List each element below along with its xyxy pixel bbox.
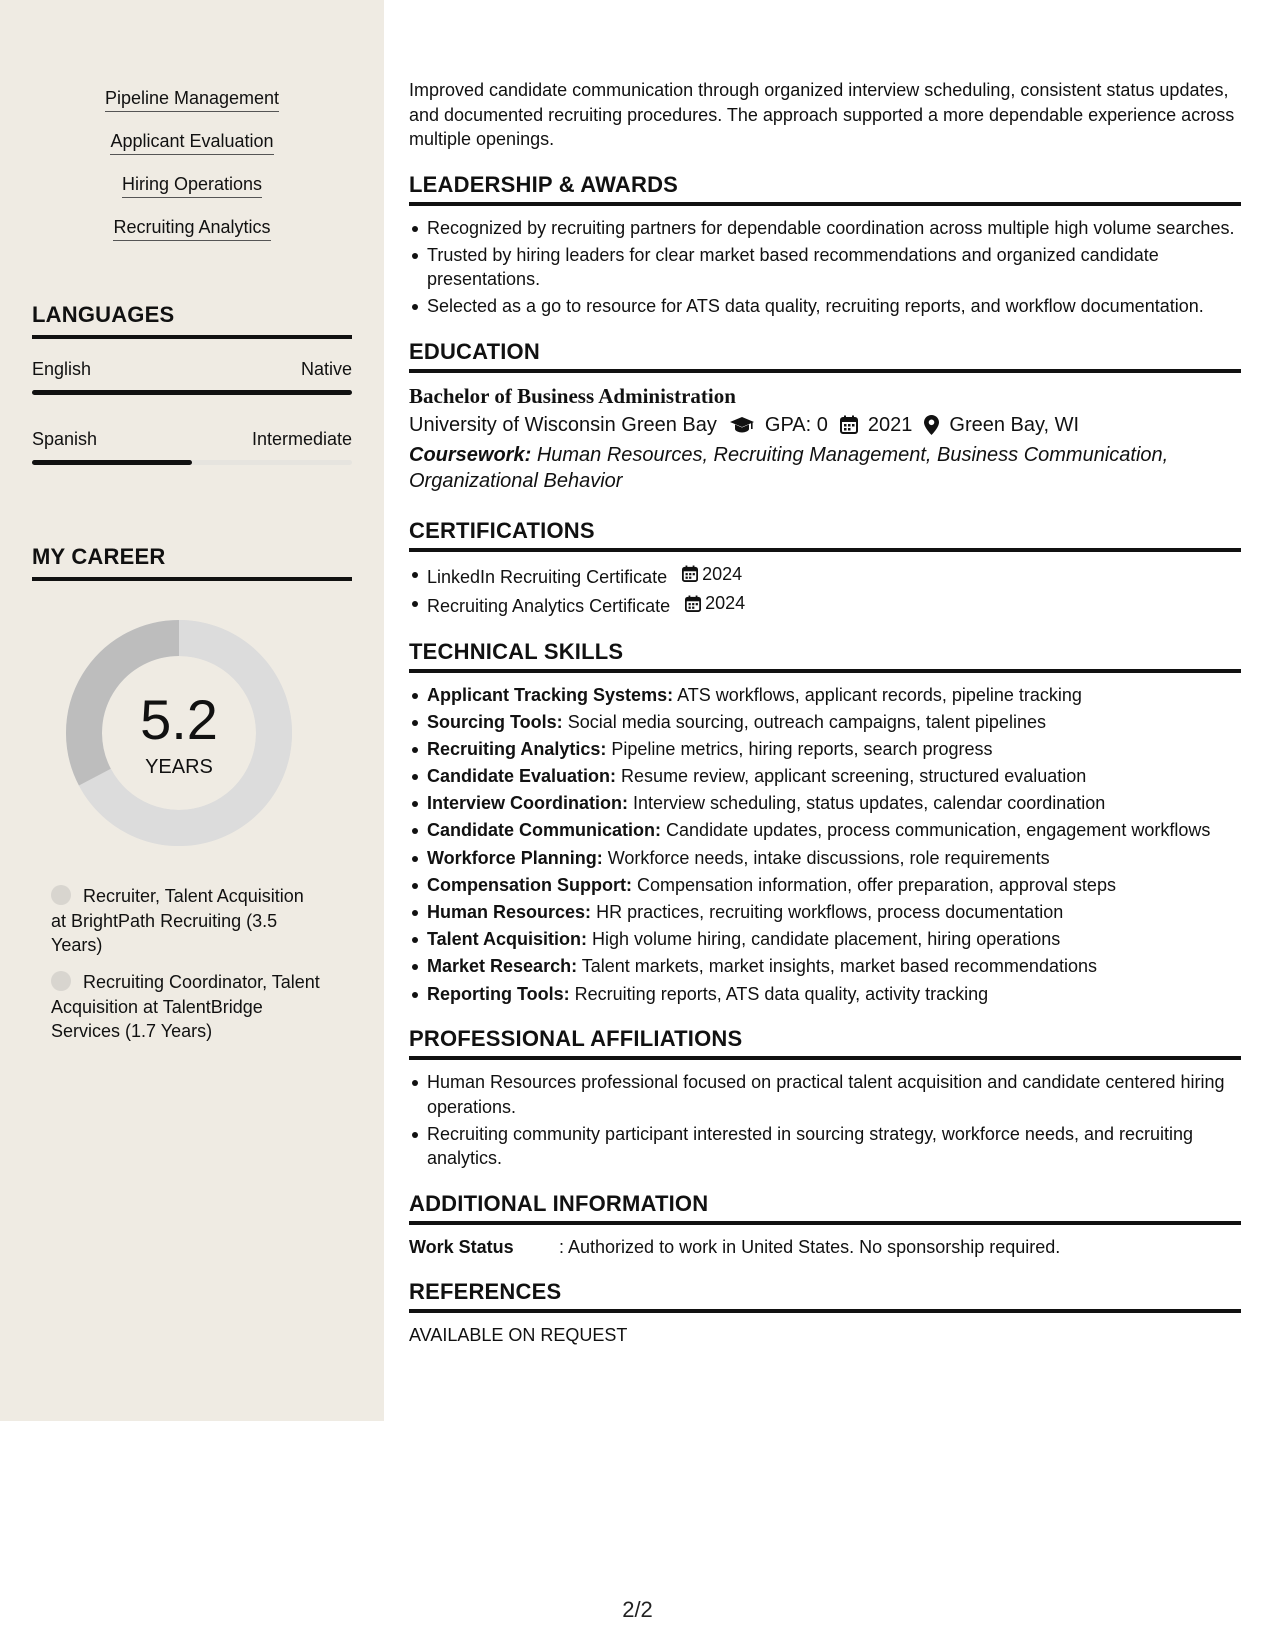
skill-text: Pipeline metrics, hiring reports, search progress — [611, 738, 993, 759]
page-number: 2/2 — [622, 1597, 653, 1622]
skill-item — [409, 710, 1241, 735]
career-total-value: 5.2 — [140, 688, 218, 751]
skill-item — [409, 818, 1241, 843]
technical-skills-heading: TECHNICAL SKILLS — [409, 639, 1241, 673]
skill-label: Human Resources: — [427, 902, 592, 922]
education-gpa: GPA: 0 — [764, 413, 828, 436]
language-row — [32, 429, 352, 450]
calendar-icon — [840, 415, 858, 434]
skill-text: Recruiting reports, ATS data quality, activity tracking — [574, 983, 989, 1004]
work-status-value: : Authorized to work in United States. No sponsorship required. — [559, 1236, 1061, 1257]
references-text: AVAILABLE ON REQUEST — [409, 1324, 628, 1345]
education-heading: EDUCATION — [409, 339, 1241, 373]
list-item: Recognized by recruiting partners for dependable coordination across multiple high volume searches. — [409, 216, 1241, 241]
career-dot-icon — [51, 885, 71, 905]
skill-tags — [0, 86, 384, 258]
skill-item — [409, 982, 1241, 1007]
language-level: Native — [300, 359, 352, 379]
skill-label: Workforce Planning: — [427, 847, 603, 868]
skill-text: High volume hiring, candidate placement, hiring operations — [592, 929, 1061, 950]
skill-label: Interview Coordination: — [427, 793, 629, 814]
skill-text: Talent markets, market insights, market based recommendations — [581, 956, 1097, 977]
certification-name: LinkedIn Recruiting Certificate — [427, 566, 668, 587]
skill-text: Interview scheduling, status updates, calendar coordination — [633, 793, 1106, 814]
certifications-list — [409, 562, 1241, 619]
education-details — [409, 410, 1241, 440]
work-status-row — [409, 1235, 1241, 1259]
affiliations-list — [409, 1070, 1241, 1171]
skill-text: Social media sourcing, outreach campaigns, talent pipelines — [567, 711, 1046, 732]
skill-label: Sourcing Tools: — [427, 711, 563, 732]
skill-item — [409, 927, 1241, 952]
skill-tag: Applicant Evaluation — [110, 129, 273, 155]
intro-paragraph: Improved candidate communication through organized interview scheduling, consistent status updates, and documented recruiting procedures. The approach supported a more dependable experience across multiple openings. — [409, 80, 1235, 149]
career-item — [51, 970, 321, 1044]
list-item: Trusted by hiring leaders for clear market based recommendations and organized candidate presentations. — [409, 243, 1241, 292]
skill-text: Candidate updates, process communication, engagement workflows — [666, 820, 1211, 841]
skill-text: ATS workflows, applicant records, pipeline tracking — [677, 684, 1082, 705]
language-bar — [32, 390, 352, 395]
education-school: University of Wisconsin Green Bay — [409, 413, 717, 436]
skill-item — [409, 764, 1241, 789]
career-dot-icon — [51, 971, 71, 991]
skill-label: Compensation Support: — [427, 874, 632, 895]
education-year: 2021 — [867, 413, 913, 436]
skill-label: Candidate Communication: — [427, 820, 662, 841]
list-item: Human Resources professional focused on practical talent acquisition and candidate centered hiring operations. — [409, 1070, 1241, 1119]
technical-skills-list — [409, 683, 1241, 1007]
certification-year: 2024 — [705, 593, 746, 614]
career-item-text: Recruiting Coordinator, Talent Acquisition at TalentBridge Services (1.7 Years) — [51, 972, 320, 1041]
skill-label: Talent Acquisition: — [427, 929, 587, 950]
career-item — [51, 884, 321, 958]
leadership-list — [409, 216, 1241, 319]
certification-year: 2024 — [702, 563, 743, 584]
career-item-text: Recruiter, Talent Acquisition at BrightPath Recruiting (3.5 Years) — [51, 886, 304, 955]
language-name: English — [32, 359, 92, 379]
skill-item — [409, 954, 1241, 979]
skill-text: Resume review, applicant screening, structured evaluation — [621, 766, 1087, 787]
certification-item — [409, 591, 1241, 618]
main-content — [409, 78, 1241, 1347]
skill-tag: Hiring Operations — [122, 172, 262, 198]
location-pin-icon — [924, 415, 939, 435]
skill-item — [409, 683, 1241, 708]
sidebar — [0, 0, 384, 1421]
skill-label: Applicant Tracking Systems: — [427, 684, 674, 705]
language-level: Intermediate — [251, 429, 352, 449]
leadership-heading: LEADERSHIP & AWARDS — [409, 172, 1241, 206]
skill-label: Reporting Tools: — [427, 983, 570, 1004]
career-heading: MY CAREER — [32, 544, 352, 581]
education-location: Green Bay, WI — [949, 413, 1080, 436]
skill-item — [409, 873, 1241, 898]
skill-text: HR practices, recruiting workflows, process documentation — [596, 902, 1064, 922]
skill-tag: Recruiting Analytics — [113, 215, 270, 241]
calendar-icon — [685, 595, 701, 612]
skill-item — [409, 737, 1241, 762]
skill-tag: Pipeline Management — [105, 86, 279, 112]
coursework-label: Coursework: — [409, 443, 532, 466]
career-total-unit: YEARS — [145, 756, 213, 778]
language-bar-fill — [32, 460, 192, 465]
skill-item — [409, 900, 1241, 925]
list-item: Recruiting community participant interested in sourcing strategy, workforce needs, and recruiting analytics. — [409, 1122, 1241, 1171]
additional-info-heading: ADDITIONAL INFORMATION — [409, 1191, 1241, 1225]
references-heading: REFERENCES — [409, 1279, 1241, 1313]
skill-label: Candidate Evaluation: — [427, 766, 617, 787]
graduation-cap-icon — [729, 416, 755, 434]
certification-item — [409, 562, 1241, 589]
language-bar — [32, 460, 352, 465]
language-row — [32, 359, 352, 380]
work-status-label: Work Status — [409, 1236, 514, 1257]
list-item: Selected as a go to resource for ATS data quality, recruiting reports, and workflow documentation. — [409, 294, 1241, 319]
skill-item — [409, 791, 1241, 816]
skill-item — [409, 846, 1241, 871]
calendar-icon — [682, 565, 698, 582]
skill-text: Compensation information, offer preparation, approval steps — [637, 874, 1116, 895]
skill-label: Market Research: — [427, 956, 578, 977]
languages-heading: LANGUAGES — [32, 302, 352, 339]
coursework-text: Human Resources, Recruiting Management, Business Communication, Organizational Behavior — [409, 443, 1169, 492]
language-name: Spanish — [32, 429, 98, 449]
certifications-heading: CERTIFICATIONS — [409, 518, 1241, 552]
education-coursework — [409, 442, 1241, 494]
education-degree: Bachelor of Business Administration — [409, 383, 736, 408]
certification-name: Recruiting Analytics Certificate — [427, 596, 671, 616]
affiliations-heading: PROFESSIONAL AFFILIATIONS — [409, 1026, 1241, 1060]
language-bar-fill — [32, 390, 352, 395]
skill-label: Recruiting Analytics: — [427, 738, 607, 759]
skill-text: Workforce needs, intake discussions, role requirements — [607, 847, 1050, 868]
